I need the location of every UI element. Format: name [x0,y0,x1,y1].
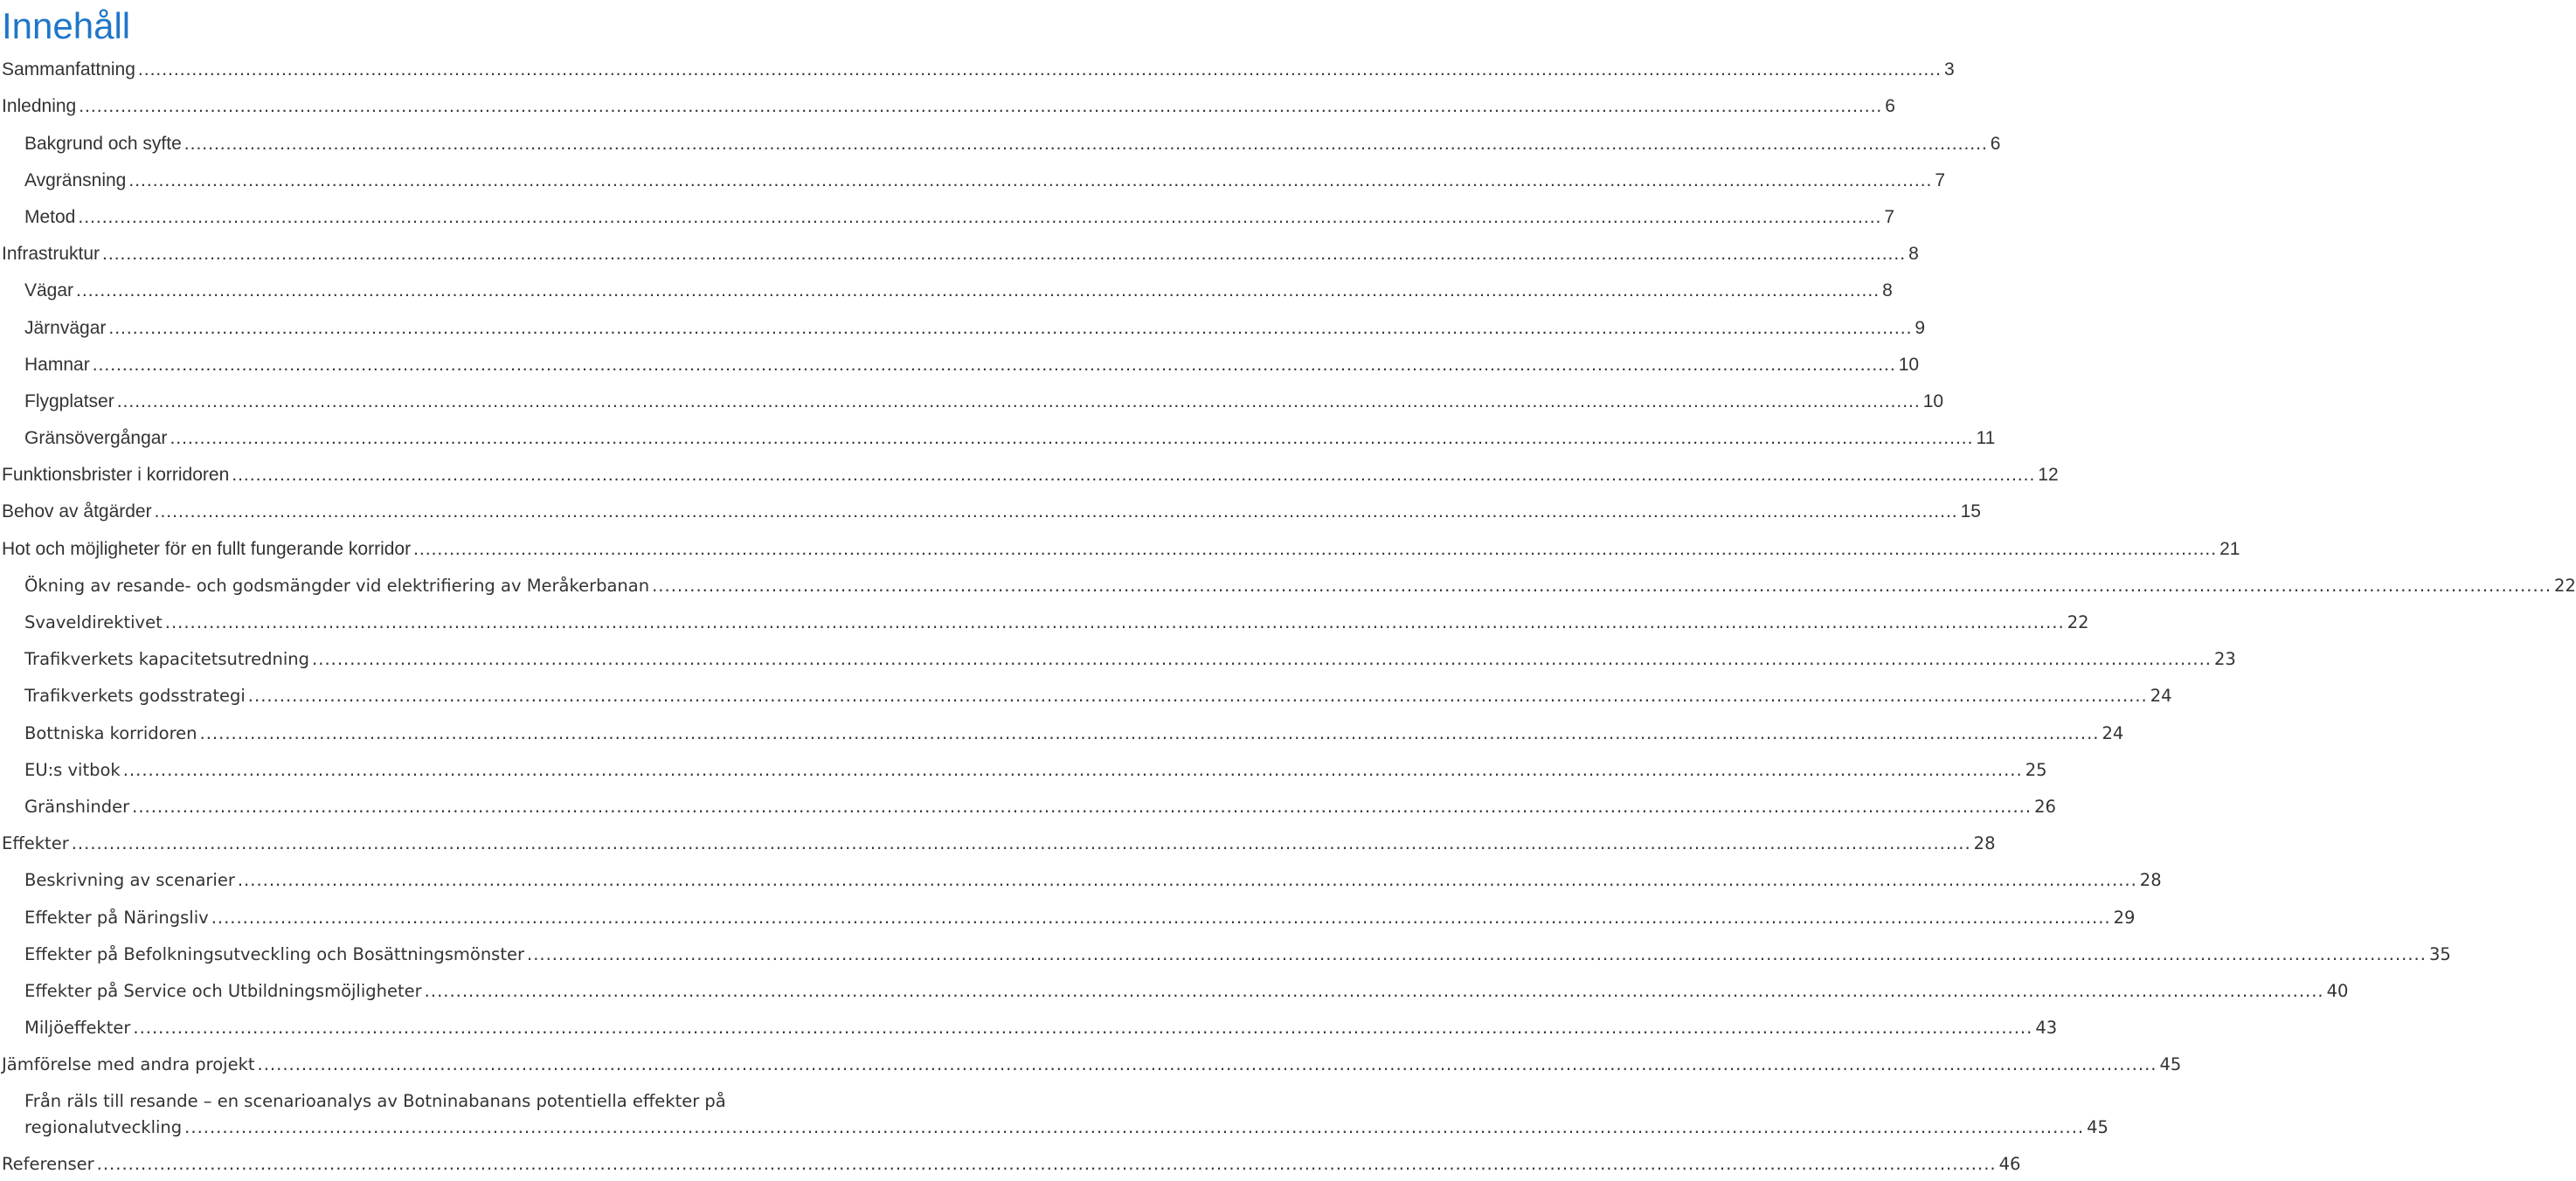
toc-entry-avgransning[interactable] [0,161,1946,197]
toc-entry-page: 25 [2025,759,2047,780]
toc-entry-label: Metod [24,206,76,227]
toc-entry-label-line2: regionalutveckling [24,1117,183,1138]
dot-leader [652,575,2552,597]
toc-entry-page: 7 [1935,169,1946,190]
toc-entry-label: Avgränsning [24,169,127,190]
toc-entry-jamforelse[interactable] [0,1045,2182,1081]
toc-entry-label: Effekter på Service och Utbildningsmöjligheter [24,980,422,1001]
dot-leader [79,95,1882,117]
toc-entry-label: Flygplatser [24,390,114,411]
table-of-contents [0,50,2576,1181]
toc-entry-okning[interactable] [0,566,2576,603]
toc-entry-gransovergangar[interactable] [0,418,1996,455]
toc-entry-page: 35 [2428,943,2451,964]
toc-entry-label: Hamnar [24,354,90,375]
toc-entry-page: 10 [1922,390,1944,411]
toc-entry-page: 46 [1998,1154,2021,1175]
dot-leader [425,980,2324,1002]
toc-entry-page: 22 [2554,575,2576,596]
toc-entry-label: Effekter [2,833,69,854]
toc-entry-bakgrund[interactable] [0,123,2001,160]
toc-entry-vitbok[interactable] [0,750,2047,787]
toc-entry-page: 12 [2038,465,2059,486]
toc-entry-label: Effekter på Näringsliv [24,907,209,928]
toc-entry-page: 45 [2087,1117,2109,1138]
toc-entry-funktionsbrister[interactable] [0,455,2059,492]
toc-entry-metod[interactable] [0,197,1895,234]
toc-entry-label: Gränsövergångar [24,428,168,449]
dot-leader [93,354,1896,376]
toc-entry-page: 7 [1884,206,1895,227]
toc-entry-label: Infrastruktur [2,244,100,265]
dot-leader [200,722,2100,744]
dot-leader [133,1017,2032,1039]
toc-entry-page: 26 [2034,796,2056,817]
toc-entry-inledning[interactable] [0,86,1895,123]
dot-leader [76,280,1880,301]
toc-entry-label: Referenser [2,1154,94,1175]
toc-entry-label: Effekter på Befolkningsutveckling och Bosättningsmönster [24,943,525,964]
dot-leader [138,59,1942,80]
toc-entry-page: 23 [2214,649,2236,670]
toc-entry-label: Behov av åtgärder [2,501,152,522]
toc-entry-hamnar[interactable] [0,345,1920,382]
toc-entry-page: 28 [2139,870,2162,891]
toc-entry-label: Ökning av resande- och godsmängder vid elektrifiering av Meråkerbanan [24,575,650,596]
toc-entry-page: 24 [2150,686,2172,707]
toc-entry-page: 43 [2035,1018,2058,1039]
toc-entry-label: Sammanfattning [2,59,135,80]
toc-entry-label: Bottniska korridoren [24,722,197,743]
toc-entry-page: 15 [1960,501,1981,522]
dot-leader [155,501,1958,522]
toc-entry-hot-mojligheter[interactable] [0,528,2240,565]
toc-entry-label: Hot och möjligheter för en fullt fungerande korridor [2,538,412,559]
dot-leader [78,206,1881,228]
toc-entry-page: 3 [1943,59,1955,80]
dot-leader [527,943,2427,965]
toc-entry-page: 10 [1898,354,1920,375]
toc-entry-label: Beskrivning av scenarier [24,870,235,891]
dot-leader [248,685,2148,707]
toc-entry-effekter[interactable] [0,824,1996,860]
dot-leader [123,759,2023,781]
toc-entry-page: 6 [1990,133,2001,154]
dot-leader [165,611,2065,633]
toc-entry-kapacitetsutredning[interactable] [0,639,2236,676]
toc-entry-sammanfattning[interactable] [0,50,1955,86]
toc-entry-page: 40 [2326,980,2349,1001]
dot-leader [170,427,1973,449]
dot-leader [211,907,2111,929]
toc-entry-page: 11 [1976,428,1996,449]
toc-entry-label: Järnvägar [24,317,107,338]
toc-entry-infrastruktur[interactable] [0,234,1919,271]
toc-entry-miljoeffekter[interactable] [0,1008,2058,1045]
dot-leader [102,243,1906,265]
toc-entry-vagar[interactable] [0,271,1893,307]
dot-leader [184,133,1988,155]
toc-entry-label: Miljöeffekter [24,1018,131,1039]
toc-entry-page: 29 [2113,907,2136,928]
toc-entry-label: EU:s vitbok [24,759,121,780]
dot-leader [72,832,1971,854]
toc-entry-page: 9 [1915,317,1926,338]
toc-entry-naringsliv[interactable] [0,897,2136,934]
dot-leader [132,796,2032,818]
toc-entry-service[interactable] [0,971,2349,1008]
toc-entry-jarnvagar[interactable] [0,307,1926,344]
toc-entry-page: 45 [2159,1054,2182,1075]
toc-entry-label: Trafikverkets kapacitetsutredning [24,649,310,670]
toc-entry-page: 22 [2067,612,2089,632]
dot-leader [238,869,2137,891]
toc-entry-page: 8 [1908,244,1919,265]
toc-entry-godsstrategi[interactable] [0,676,2172,713]
toc-entry-scenarier[interactable] [0,860,2162,897]
toc-entry-page: 24 [2102,722,2124,743]
toc-entry-label: Bakgrund och syfte [24,133,182,154]
toc-entry-page: 28 [1973,833,1996,854]
toc-entry-label: Funktionsbrister i korridoren [2,465,230,486]
toc-entry-granshinder[interactable] [0,787,2056,824]
toc-entry-label: Gränshinder [24,796,130,817]
dot-leader [184,1116,2084,1138]
toc-entry-label: Jämförelse med andra projekt [2,1054,255,1075]
toc-entry-flygplatser[interactable] [0,382,1944,418]
toc-entry-referenser[interactable] [0,1144,2021,1181]
toc-entry-befolkning[interactable] [0,935,2451,971]
dot-leader [258,1053,2157,1075]
dot-leader [413,538,2217,560]
dot-leader [97,1153,1997,1175]
toc-entry-fran-rals[interactable] [0,1081,2109,1144]
toc-entry-label: Vägar [24,280,74,301]
toc-entry-page: 6 [1885,96,1895,117]
toc-entry-behov[interactable] [0,492,1981,528]
dot-leader [108,317,1912,339]
toc-entry-label: Inledning [2,96,77,117]
toc-entry-page: 8 [1882,280,1893,301]
dot-leader [128,169,1932,191]
toc-entry-label: Trafikverkets godsstrategi [24,686,246,707]
toc-entry-svaveldirektivet[interactable] [0,603,2089,639]
dot-leader [312,648,2212,670]
toc-entry-label-line1: Från räls till resande – en scenarioanalys av Botninabanans potentiella effekter på [24,1091,726,1112]
dot-leader [232,464,2035,486]
toc-title: Innehåll [2,5,131,46]
toc-entry-label: Svaveldirektivet [24,612,163,632]
toc-entry-page: 21 [2219,538,2240,559]
dot-leader [117,390,1921,412]
toc-entry-bottniska[interactable] [0,713,2124,749]
